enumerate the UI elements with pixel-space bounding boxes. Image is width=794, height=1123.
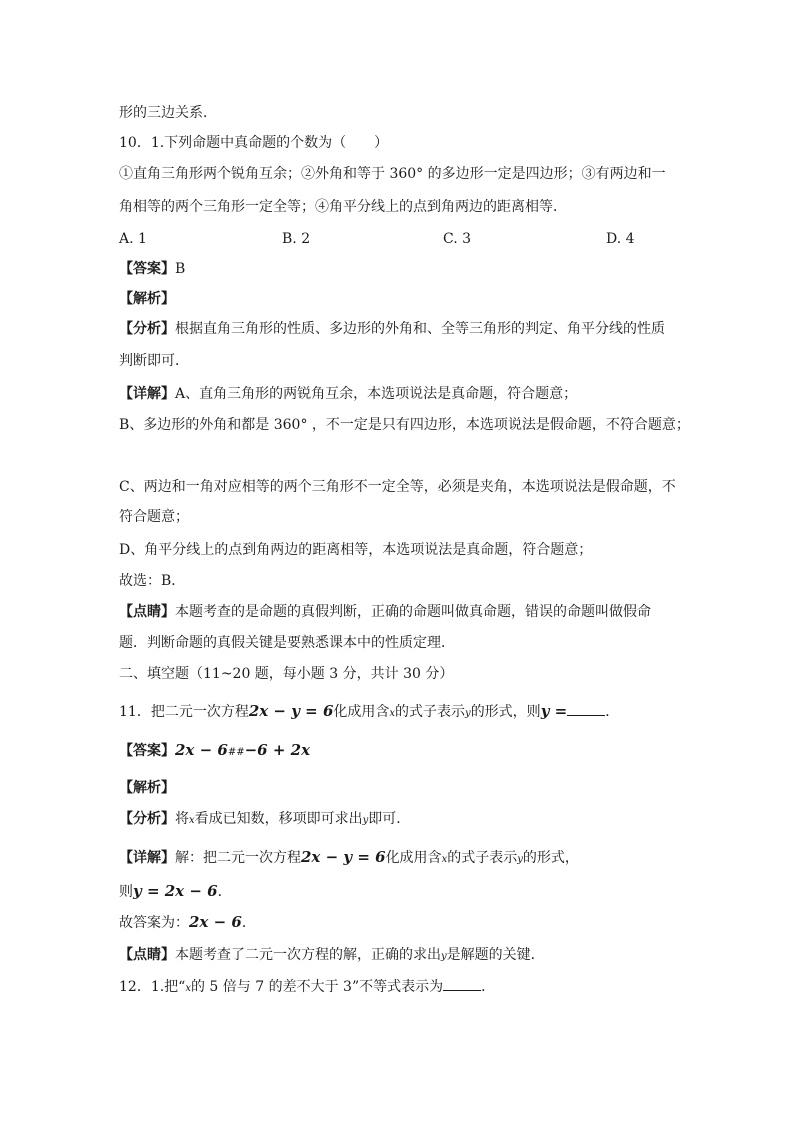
detail-line-c1: C、两边和一角对应相等的两个三角形不一定全等，必须是夹角，本选项说法是假命题，不: [119, 479, 676, 495]
question-10-statements-1: ①直角三角形两个锐角互余；②外角和等于 360° 的多边形一定是四边形；③有两边和一: [119, 166, 666, 182]
question-12-stem: 12．1.把“x的 5 倍与 7 的差不大于 3”不等式表示为 ．: [119, 979, 496, 995]
question-10-stem: 10．1.下列命题中真命题的个数为（ ）: [119, 135, 389, 151]
detail-11-line: 【详解】解：把二元一次方程2x − y = 6化成用含x的式子表示y的形式，: [119, 848, 579, 866]
analysis-tag: 【分析】: [119, 321, 175, 337]
analysis-line-2: 判断即可．: [119, 353, 189, 369]
option-b: B. 2: [282, 231, 311, 247]
answer-blank-12: [443, 978, 481, 991]
text-line: 形的三边关系．: [119, 105, 217, 121]
comment-line-2: 题．判断命题的真假关键是要熟悉课本中的性质定理．: [119, 635, 455, 651]
option-a: A. 1: [119, 231, 147, 247]
answer-line: [119, 260, 185, 278]
detail-line-d: D、角平分线上的点到角两边的距离相等，本选项说法是真命题，符合题意；: [119, 542, 593, 558]
answer-expression-2: −6 + 2x: [244, 741, 311, 759]
detail-line-c2: 符合题意；: [119, 509, 189, 525]
analysis-heading: 【解析】: [119, 291, 175, 307]
analysis-line-1: 【分析】根据直角三角形的性质、多边形的外角和、全等三角形的判定、角平分线的性质: [119, 321, 665, 337]
section-heading: 二、填空题（11~20 题，每小题 3 分，共计 30 分）: [119, 666, 454, 682]
answer-expression-1: 2x − 6: [175, 741, 228, 759]
question-10-statements-2: 角相等的两个三角形一定全等；④角平分线上的点到角两边的距离相等．: [119, 199, 567, 215]
question-11-stem: 11．把二元一次方程2x − y = 6化成用含x的式子表示y的形式，则y = ．: [119, 702, 620, 720]
answer-tag: 【答案】: [119, 261, 175, 277]
final-answer-line: 故答案为：2x − 6．: [119, 913, 256, 931]
answer-value: B: [175, 261, 186, 277]
comment-line-1: 【点睛】本题考查的是命题的真假判断，正确的命题叫做真命题，错误的命题叫做假命: [119, 604, 651, 620]
comment-11-line: 【点睛】本题考查了二元一次方程的解，正确的求出y是解题的关键．: [119, 947, 545, 963]
analysis-heading-2: 【解析】: [119, 780, 175, 796]
choice-line: 故选：B．: [119, 573, 186, 589]
option-d: D. 4: [606, 231, 635, 247]
analysis-11-line: 【分析】将x看成已知数，移项即可求出y即可．: [119, 811, 411, 827]
then-line: 则y = 2x − 6．: [119, 882, 232, 900]
answer-blank: [567, 703, 605, 716]
equation: 2x − y = 6: [248, 702, 334, 720]
detail-tag: 【详解】: [119, 386, 175, 402]
detail-line-b: B、多边形的外角和都是 360° ，不一定是只有四边形，本选项说法是假命题，不符合题意；: [119, 417, 690, 433]
option-c: C. 3: [443, 231, 472, 247]
comment-tag: 【点睛】: [119, 604, 175, 620]
answer-11-line: 【答案】2x − 6##−6 + 2x: [119, 741, 311, 759]
detail-line-a: 【详解】A、直角三角形的两锐角互余，本选项说法是真命题，符合题意；: [119, 386, 578, 402]
